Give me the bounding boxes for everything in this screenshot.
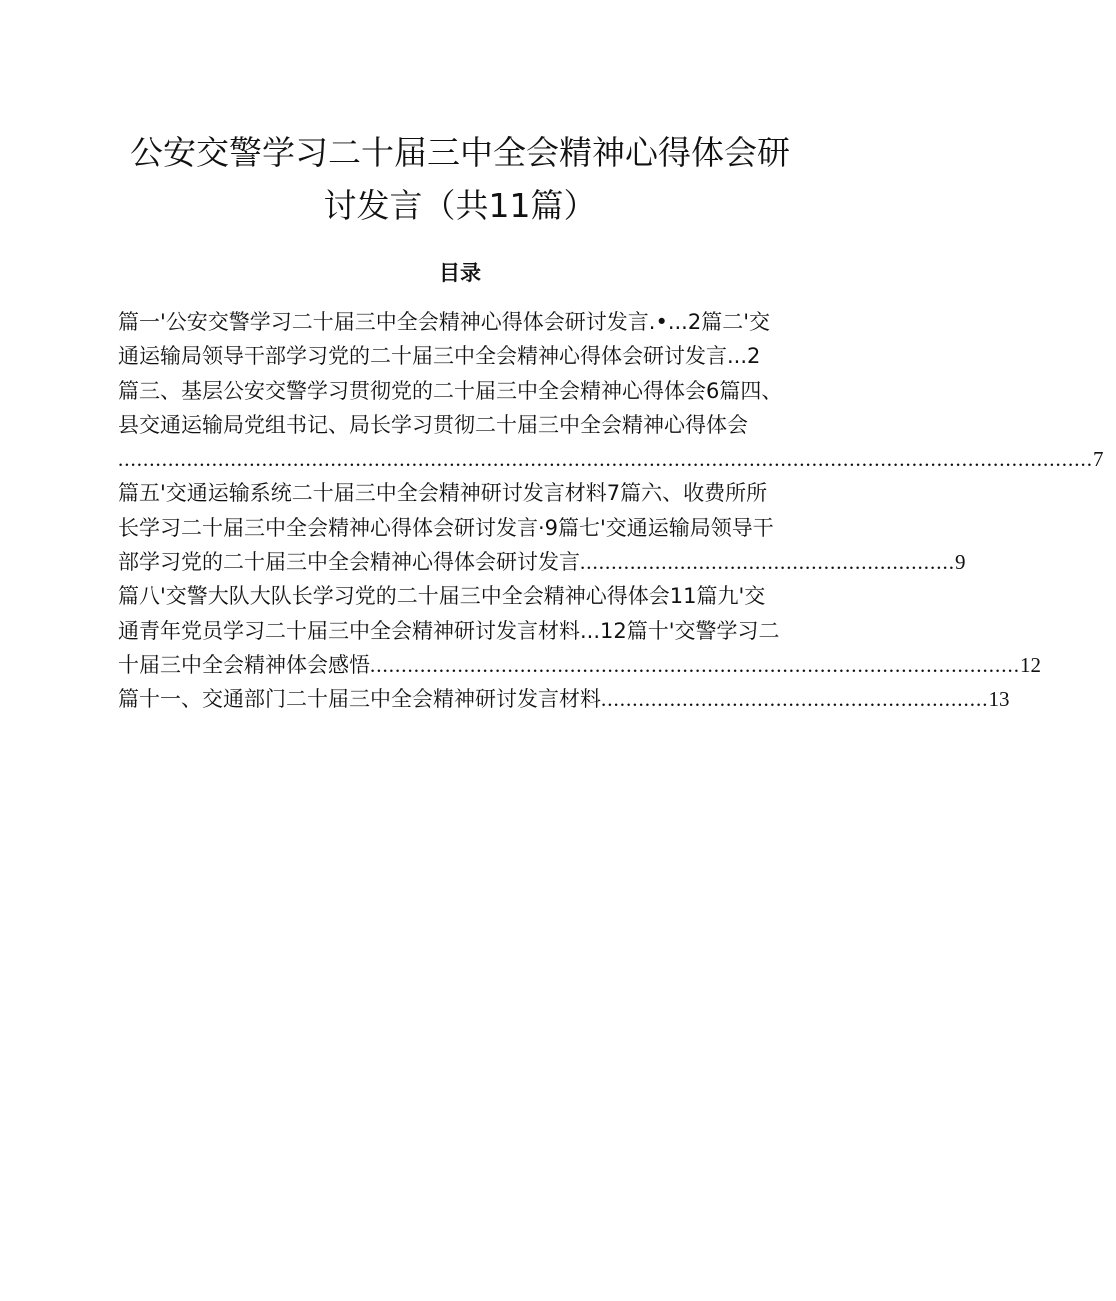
toc-page-number: 12 [1020, 652, 1041, 677]
toc-line[interactable] [118, 648, 1041, 682]
toc-leader-dots: ............................................................................................................................................................ [118, 447, 1093, 472]
toc-page-number: 13 [988, 687, 1010, 712]
toc-page-number: 7 [1093, 447, 1104, 472]
toc-page-number: 9 [955, 550, 966, 575]
toc-line-text: 十届三中全会精神体会感悟 [118, 652, 370, 677]
document-title [90, 126, 830, 232]
toc-line-text: 通青年党员学习二十届三中全会精神研讨发言材料...12篇十'交警学习二 [118, 618, 780, 643]
toc-leader-dots: ............................................................ [580, 550, 955, 575]
toc-line-text: 篇一'公安交警学习二十届三中全会精神心得体会研讨发言.•...2篇二'交 [118, 310, 770, 334]
toc-line-text: 部学习党的二十届三中全会精神心得体会研讨发言 [118, 550, 580, 575]
toc-line[interactable] [118, 374, 830, 408]
toc-line[interactable] [118, 476, 830, 510]
toc-line[interactable] [118, 579, 830, 613]
toc-leader-dots: ........................................................................................................ [370, 652, 1020, 677]
toc-line[interactable] [118, 442, 1104, 476]
toc-line[interactable] [118, 305, 830, 339]
toc-line-text: 篇五'交通运输系统二十届三中全会精神研讨发言材料7篇六、收费所所 [118, 481, 768, 506]
toc-line-text: 长学习二十届三中全会精神心得体会研讨发言·9篇七'交通运输局领导干 [118, 515, 774, 540]
toc-line[interactable] [118, 408, 830, 442]
toc-line[interactable] [118, 614, 830, 648]
toc-line-text: 篇三、基层公安交警学习贯彻党的二十届三中全会精神心得体会6篇四、 [118, 378, 783, 403]
toc-line-text: 篇八'交警大队大队长学习党的二十届三中全会精神心得体会11篇九'交 [118, 584, 766, 609]
toc-heading: 目录 [439, 261, 481, 285]
toc-line-text: 通运输局领导干部学习党的二十届三中全会精神心得体会研讨发言...2 [118, 344, 761, 369]
toc-line[interactable] [118, 545, 966, 579]
toc-line[interactable] [118, 339, 830, 373]
toc-line-text: 县交通运输局党组书记、局长学习贯彻二十届三中全会精神心得体会 [118, 412, 748, 437]
document-title-line-2: 讨发言（共11篇） [323, 186, 597, 225]
document-title-line-1: 公安交警学习二十届三中全会精神心得体会研 [130, 133, 790, 172]
toc-line[interactable] [118, 682, 1010, 716]
toc-leader-dots: .............................................................. [601, 687, 989, 712]
toc-line[interactable] [118, 511, 830, 545]
toc-line-text: 篇十一、交通部门二十届三中全会精神研讨发言材料 [118, 687, 601, 712]
table-of-contents [118, 305, 1104, 717]
